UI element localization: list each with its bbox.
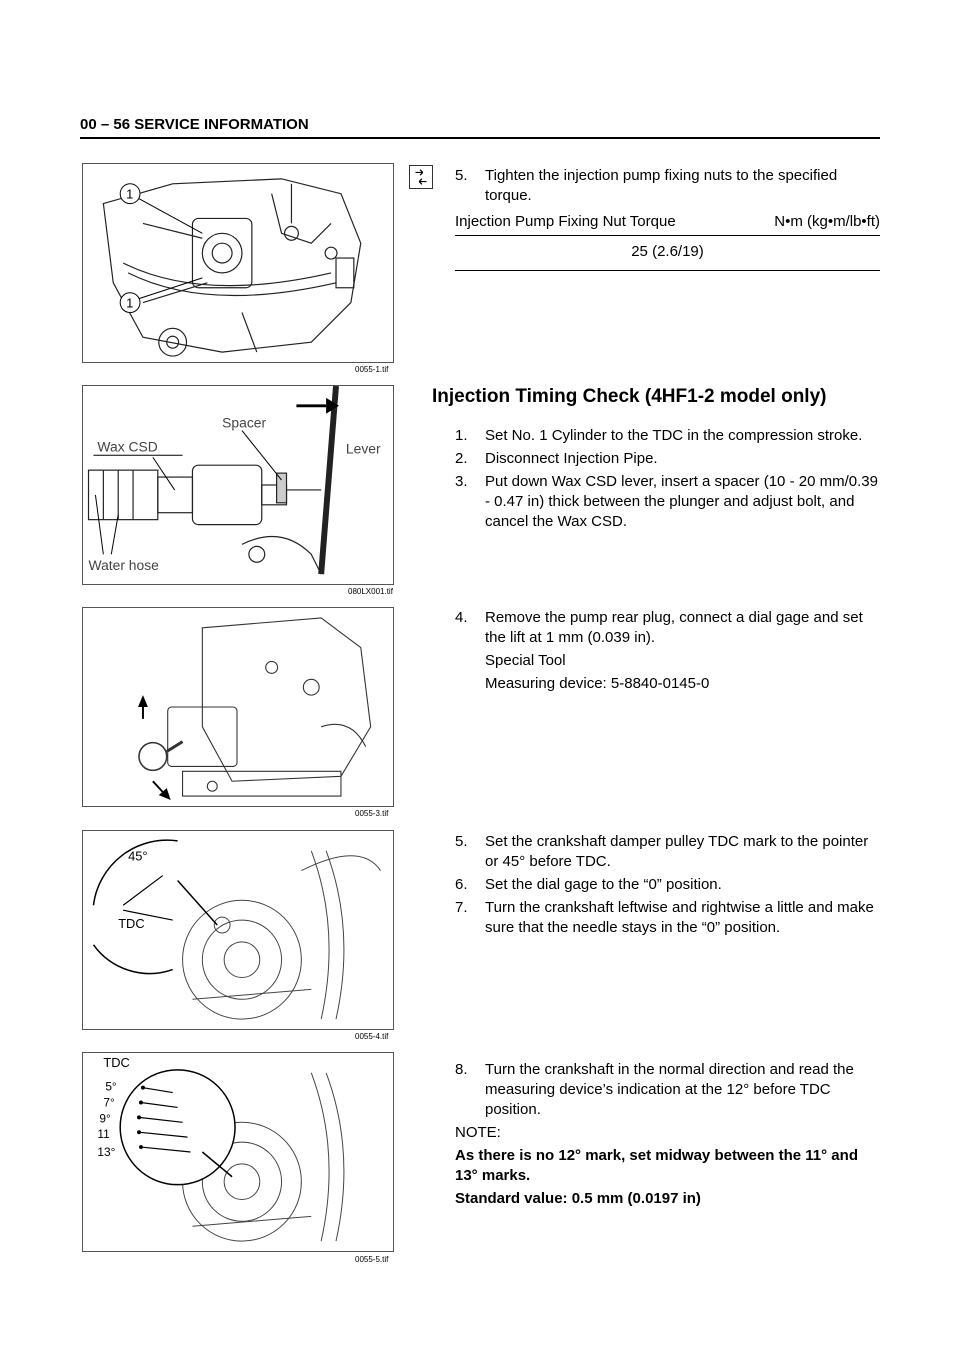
figure-injection-pump-nuts [82,163,394,363]
note-text: As there is no 12° mark, set midway between the 11° and 13° marks. [455,1147,858,1184]
torque-table [455,209,880,271]
section-title: Injection Timing Check (4HF1-2 model only) [432,386,827,407]
label-5deg: 5° [105,1079,117,1094]
tighten-wrench-icon [409,165,433,189]
figure-caption: 0055-5.tif [355,1255,389,1264]
torque-unit: N•m (kg•m/lb•ft) [742,209,880,236]
step-number: 5. [455,167,468,184]
figure-caption: 080LX001.tif [348,587,393,596]
damper-pulley-drawing [83,831,393,1029]
damper-pulley-marks-drawing [83,1053,393,1251]
figure-damper-pulley-45 [82,830,394,1030]
standard-value: Standard value: 0.5 mm (0.0197 in) [455,1190,701,1207]
label-7deg: 7° [103,1095,115,1110]
label-lever: Lever [345,440,381,457]
step-text: Remove the pump rear plug, connect a dial gage and set the lift at 1 mm (0.039 in). [485,609,863,646]
header-rule [80,137,880,139]
label-tdc: TDC [118,916,145,932]
special-tool-value: Measuring device: 5-8840-0145-0 [485,675,710,692]
page-header: 00 – 56 SERVICE INFORMATION [80,116,309,133]
block-dial-gage [455,608,880,697]
label-spacer: Spacer [222,414,267,431]
block-tdc-setup [455,832,880,941]
special-tool-label: Special Tool [485,652,566,669]
label-13deg: 13° [97,1144,116,1159]
label-11: 11 [97,1127,110,1142]
step-text: Set the dial gage to the “0” position. [485,876,722,893]
step-text: Turn the crankshaft in the normal direction and read the measuring device’s indication at the 12° before TDC position. [485,1061,854,1118]
label-water-hose: Water hose [88,557,159,574]
step-number: 4. [455,609,468,626]
torque-label: Injection Pump Fixing Nut Torque [455,209,742,236]
label-tdc: TDC [103,1054,130,1070]
figure-wax-csd [82,385,394,585]
step-number: 8. [455,1061,468,1078]
label-wax-csd: Wax CSD [97,438,158,455]
step-number: 7. [455,899,468,916]
step-text: Set the crankshaft damper pulley TDC mark to the pointer or 45° before TDC. [485,833,869,870]
label-45deg: 45° [128,848,148,864]
step-number: 2. [455,450,468,467]
wax-csd-drawing [83,386,393,584]
label-9deg: 9° [99,1111,111,1126]
injection-pump-drawing [83,164,393,362]
step-text: Turn the crankshaft leftwise and rightwise a little and make sure that the needle stays in the “0” position. [485,899,874,936]
torque-value: 25 (2.6/19) [455,236,880,271]
callout-1: 1 [126,295,134,311]
figure-dial-gage [82,607,394,807]
step-text: Put down Wax CSD lever, insert a spacer (10 - 20 mm/0.39 - 0.47 in) thick between the plunger and adjust bolt, and cancel the Wax CSD. [485,473,878,530]
figure-caption: 0055-4.tif [355,1032,389,1041]
step-text: Tighten the injection pump fixing nuts to the specified torque. [485,167,838,204]
block-timing-steps [455,426,880,535]
step-number: 5. [455,833,468,850]
block-tighten [455,166,880,271]
dial-gage-drawing [83,608,393,806]
step-number: 1. [455,427,468,444]
figure-caption: 0055-1.tif [355,365,389,374]
block-read-indication [455,1060,880,1212]
note-label: NOTE: [455,1124,501,1141]
step-number: 3. [455,473,468,490]
figure-caption: 0055-3.tif [355,809,389,818]
callout-1: 1 [126,186,134,202]
step-text: Set No. 1 Cylinder to the TDC in the compression stroke. [485,427,863,444]
step-text: Disconnect Injection Pipe. [485,450,658,467]
step-number: 6. [455,876,468,893]
figure-damper-pulley-marks [82,1052,394,1252]
